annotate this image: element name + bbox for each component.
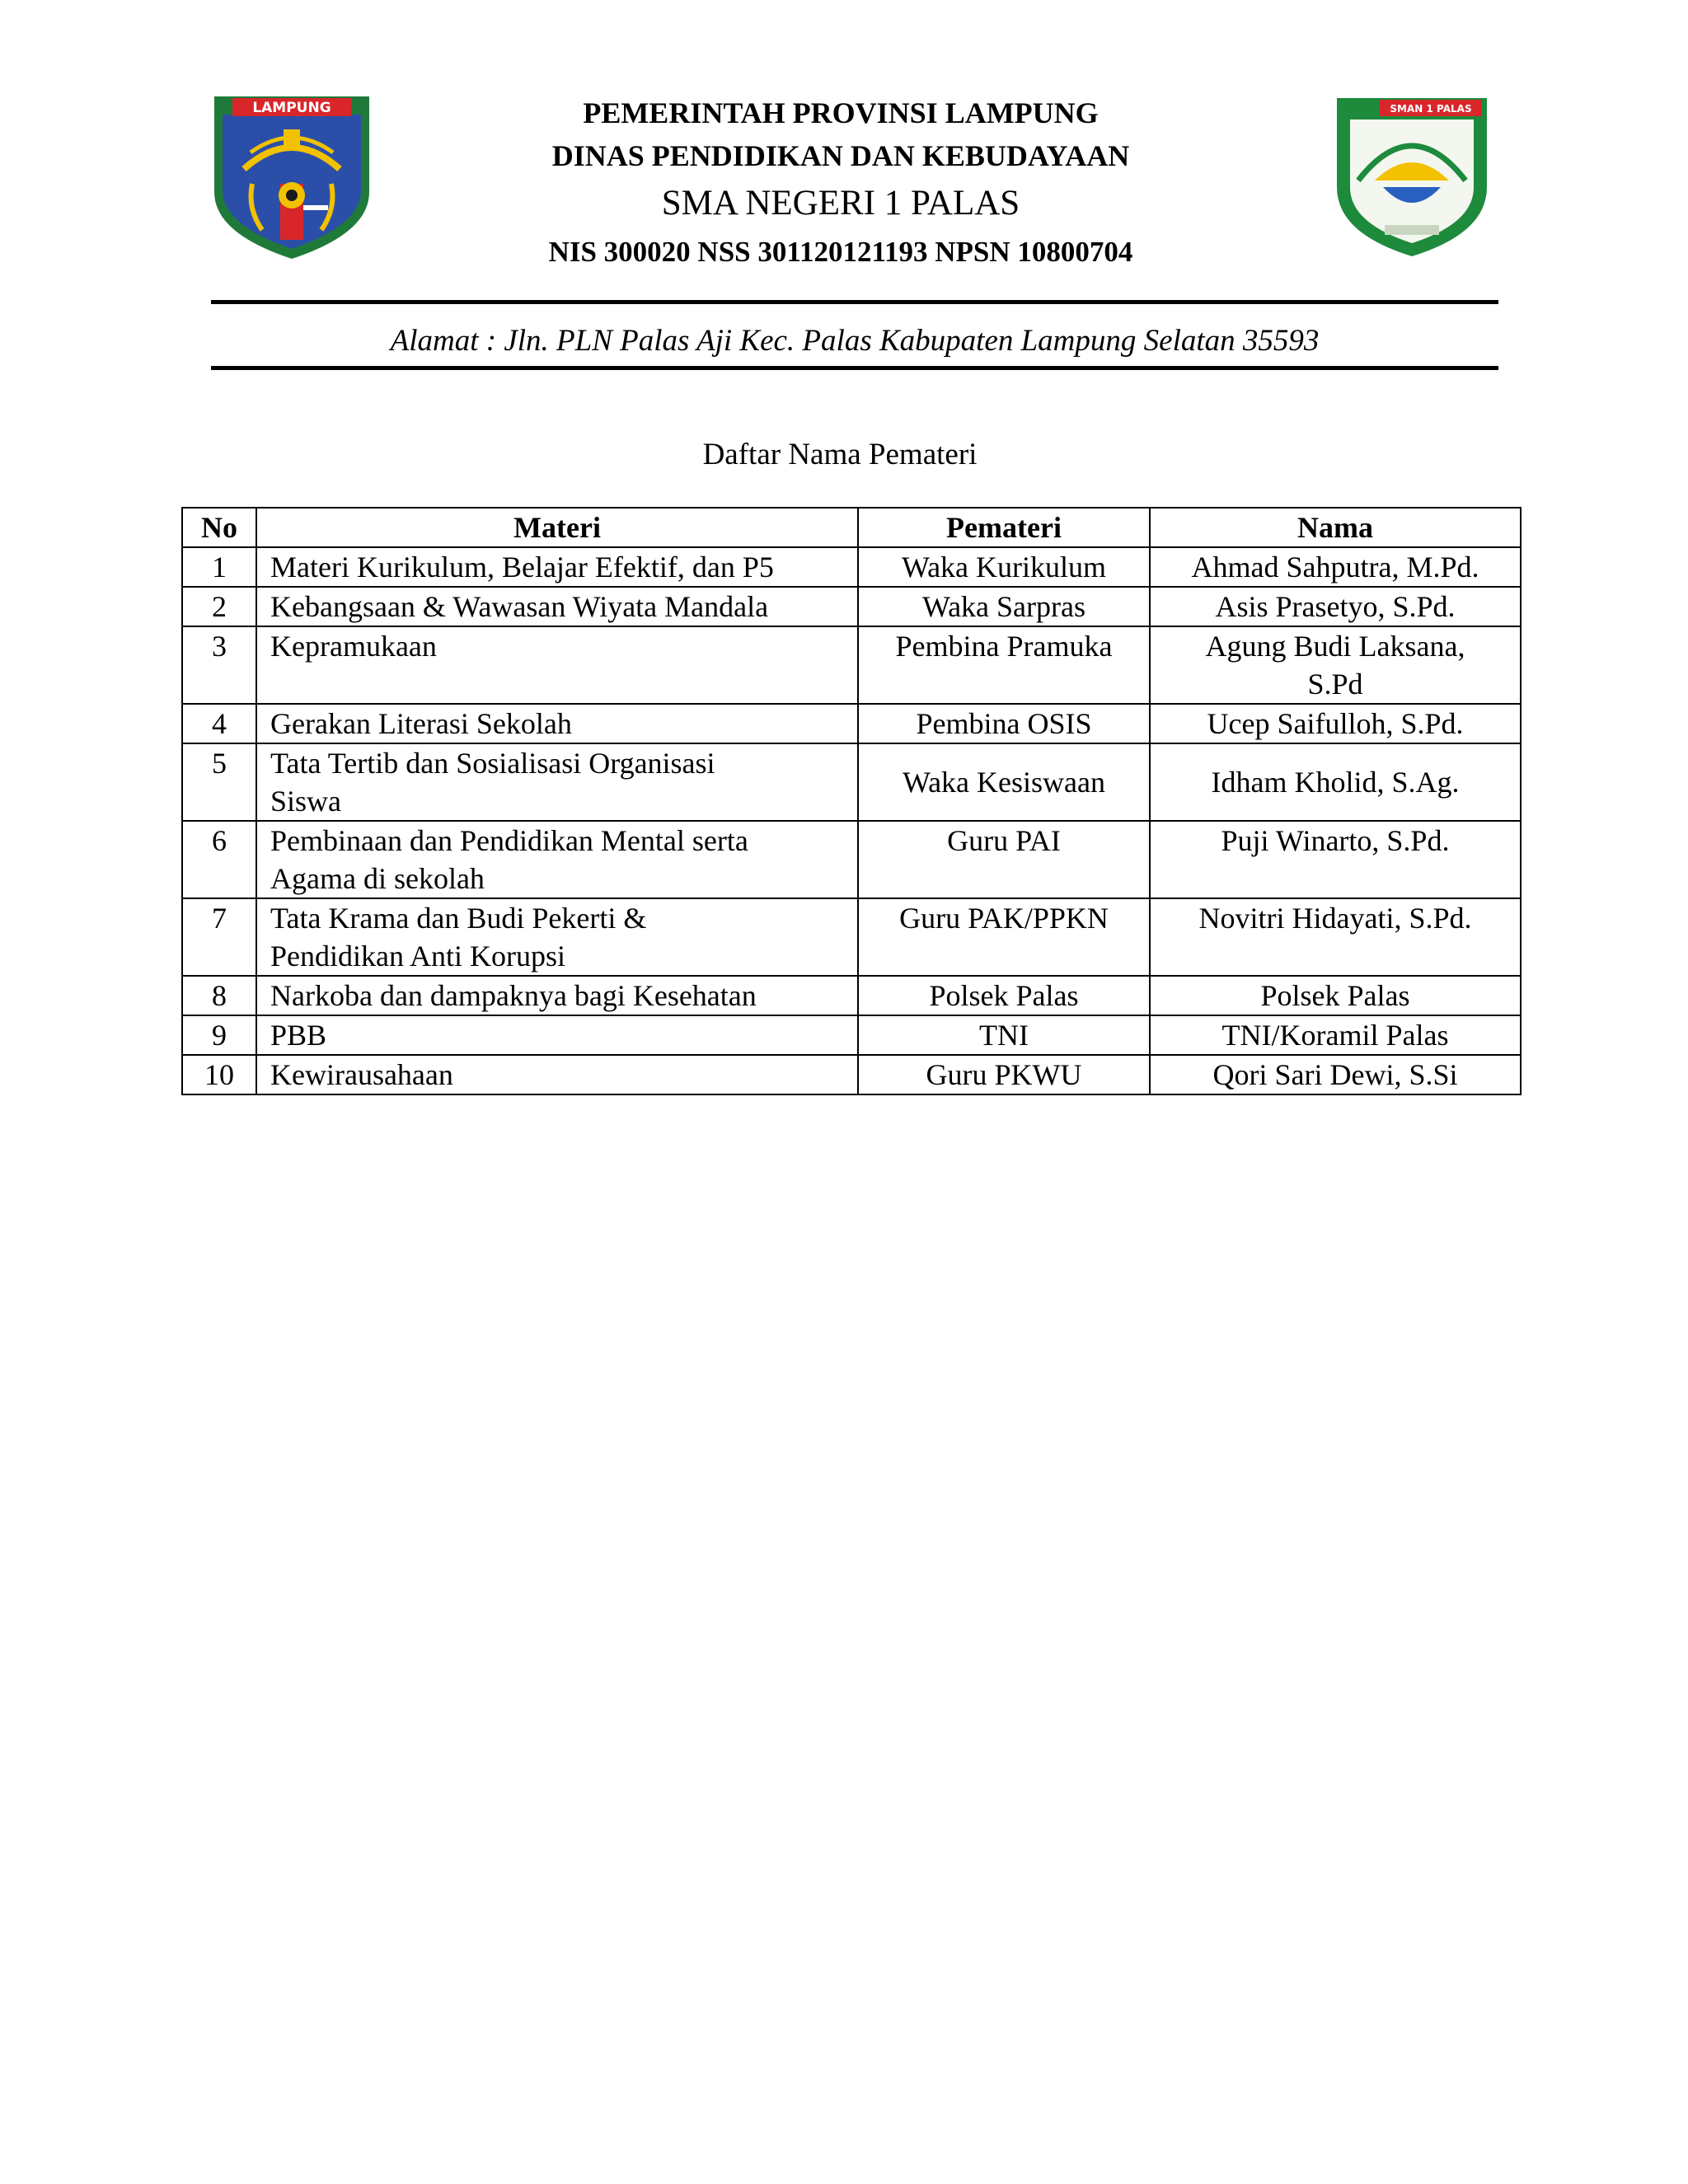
cell-pemateri: Waka Kesiswaan xyxy=(858,743,1150,821)
cell-nama: Qori Sari Dewi, S.Si xyxy=(1150,1055,1521,1094)
cell-pemateri: Waka Sarpras xyxy=(858,587,1150,626)
cell-nama: Asis Prasetyo, S.Pd. xyxy=(1150,587,1521,626)
cell-no: 4 xyxy=(182,704,256,743)
cell-pemateri: Guru PAK/PPKN xyxy=(858,898,1150,976)
cell-no: 2 xyxy=(182,587,256,626)
table-row xyxy=(182,743,1521,821)
school-identifiers: NIS 300020 NSS 301120121193 NPSN 10800704 xyxy=(548,236,1133,268)
cell-pemateri: Pembina Pramuka xyxy=(858,626,1150,704)
table-row xyxy=(182,626,1521,704)
cell-pemateri: Polsek Palas xyxy=(858,976,1150,1015)
cell-nama: Polsek Palas xyxy=(1150,976,1521,1015)
cell-no: 8 xyxy=(182,976,256,1015)
svg-text:SMAN 1 PALAS: SMAN 1 PALAS xyxy=(1390,103,1472,115)
table-row xyxy=(182,547,1521,587)
cell-pemateri: Pembina OSIS xyxy=(858,704,1150,743)
cell-materi: Gerakan Literasi Sekolah xyxy=(256,704,858,743)
cell-nama: Agung Budi Laksana, S.Pd xyxy=(1150,626,1521,704)
table-row xyxy=(182,587,1521,626)
cell-no: 3 xyxy=(182,626,256,704)
cell-no: 6 xyxy=(182,821,256,898)
table-row xyxy=(182,821,1521,898)
cell-no: 5 xyxy=(182,743,256,821)
cell-nama: Idham Kholid, S.Ag. xyxy=(1150,743,1521,821)
table-row xyxy=(182,1015,1521,1055)
cell-nama: Ahmad Sahputra, M.Pd. xyxy=(1150,547,1521,587)
cell-pemateri: Guru PAI xyxy=(858,821,1150,898)
school-address: Alamat : Jln. PLN Palas Aji Kec. Palas Kabupaten Lampung Selatan 35593 xyxy=(390,324,1320,358)
cell-materi: Kebangsaan & Wawasan Wiyata Mandala xyxy=(256,587,858,626)
sman-1-palas-crest-icon xyxy=(1334,95,1490,260)
letterhead-rule-bottom xyxy=(211,366,1498,370)
cell-no: 10 xyxy=(182,1055,256,1094)
speaker-table xyxy=(181,507,1520,1095)
cell-no: 1 xyxy=(182,547,256,587)
table-header-row xyxy=(182,508,1521,547)
cell-nama: TNI/Koramil Palas xyxy=(1150,1015,1521,1055)
header-no: No xyxy=(182,508,256,547)
cell-materi: PBB xyxy=(256,1015,858,1055)
header-materi: Materi xyxy=(256,508,858,547)
cell-materi: Materi Kurikulum, Belajar Efektif, dan P5 xyxy=(256,547,858,587)
svg-text:LAMPUNG: LAMPUNG xyxy=(252,100,331,116)
cell-no: 9 xyxy=(182,1015,256,1055)
document-title: Daftar Nama Pemateri xyxy=(702,438,978,471)
table-row xyxy=(182,704,1521,743)
cell-pemateri: Waka Kurikulum xyxy=(858,547,1150,587)
cell-pemateri: Guru PKWU xyxy=(858,1055,1150,1094)
department-name: DINAS PENDIDIKAN DAN KEBUDAYAAN xyxy=(551,139,1130,172)
header-pemateri: Pemateri xyxy=(858,508,1150,547)
table-row xyxy=(182,1055,1521,1094)
cell-nama: Ucep Saifulloh, S.Pd. xyxy=(1150,704,1521,743)
government-name: PEMERINTAH PROVINSI LAMPUNG xyxy=(583,96,1099,129)
cell-materi: Pembinaan dan Pendidikan Mental serta Agama di sekolah xyxy=(256,821,858,898)
header-nama: Nama xyxy=(1150,508,1521,547)
cell-no: 7 xyxy=(182,898,256,976)
cell-nama: Puji Winarto, S.Pd. xyxy=(1150,821,1521,898)
cell-materi: Tata Tertib dan Sosialisasi Organisasi Siswa xyxy=(256,743,858,821)
letterhead-rule-top xyxy=(211,300,1498,304)
school-name: SMA NEGERI 1 PALAS xyxy=(661,184,1020,223)
cell-nama: Novitri Hidayati, S.Pd. xyxy=(1150,898,1521,976)
table-row xyxy=(182,898,1521,976)
cell-materi: Kewirausahaan xyxy=(256,1055,858,1094)
cell-materi: Narkoba dan dampaknya bagi Kesehatan xyxy=(256,976,858,1015)
cell-materi: Tata Krama dan Budi Pekerti & Pendidikan Anti Korupsi xyxy=(256,898,858,976)
table-row xyxy=(182,976,1521,1015)
cell-pemateri: TNI xyxy=(858,1015,1150,1055)
cell-materi: Kepramukaan xyxy=(256,626,858,704)
